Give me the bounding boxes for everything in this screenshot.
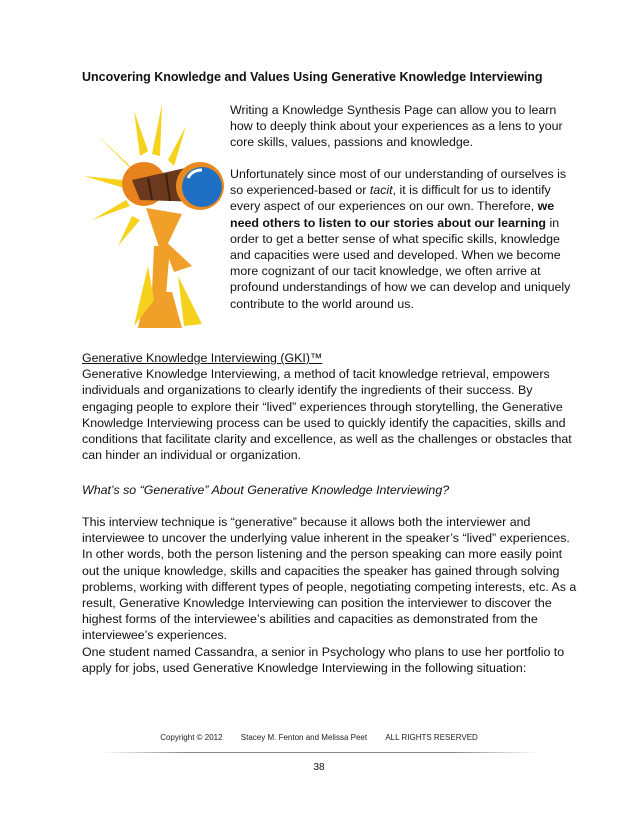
intro-paragraph-2: Unfortunately since most of our understanding of ourselves is so experienced-based or tacit, it is difficult for us to identify every aspect of our experiences on our own. Therefore, we need others to listen to our stories about our learning in order to get a better sense of what specific skills, knowledge and capacities were used and developed. When we become more cognizant of our tacit knowledge, we often arrive at profound understandings of how we can develop and uniquely contribute to the world around us. (230, 167, 571, 311)
gki-section (82, 350, 578, 463)
copyright-text: Copyright © 2012 (160, 733, 223, 742)
page-number: 38 (313, 762, 325, 773)
authors-text: Stacey M. Fenton and Melissa Peet (240, 733, 368, 742)
cassandra-paragraph: One student named Cassandra, a senior in Psychology who plans to use her portfolio to apply for jobs, used Generative Knowledge Interviewing in the following situation: (82, 645, 565, 676)
page-footer (0, 733, 638, 742)
bold-emphasis: we need others to listen to our stories about our learning (230, 199, 555, 230)
rights-text: ALL RIGHTS RESERVED (385, 733, 478, 742)
gki-heading: Generative Knowledge Interviewing (GKI)™ (82, 351, 323, 365)
page-title: Uncovering Knowledge and Values Using Generative Knowledge Interviewing (82, 70, 543, 84)
gki-text: Generative Knowledge Interviewing, a method of tacit knowledge retrieval, empowers individuals and organizations to clearly identify the ingredients of their success. By engaging people to explore their “lived” experiences through storytelling, the Generative Knowledge Interviewing process can be used to quickly identify the capacities, skills and conditions that facilitate clarity and excellence, as well as the challenges or obstacles that can hinder an individual or organization. (82, 367, 572, 463)
footer-divider (100, 752, 540, 753)
generative-paragraph: This interview technique is “generative” because it allows both the interviewer and interviewee to uncover the underlying value inherent in the speaker’s “lived” experiences. In other words, both the person listening and the person speaking can more easily point out the unique knowledge, skills and capacities the speaker has gained through solving problems, working with different types of people, negotiating competing interests, etc. As a result, Generative Knowledge Interviewing can position the interviewer to discover the highest forms of the interviewee’s abilities and capacities as demonstrated from the interviewee’s experiences. (82, 515, 577, 643)
tacit-emphasis: tacit (369, 183, 393, 198)
intro-paragraph-1: Writing a Knowledge Synthesis Page can allow you to learn how to deeply think about your experiences as a lens to your core skills, values, passions and knowledge. (230, 103, 563, 150)
figure-leg (178, 276, 202, 326)
generative-heading: What’s so “Generative” About Generative Knowledge Interviewing? (82, 483, 450, 497)
telescope-figure-illustration (82, 96, 227, 331)
